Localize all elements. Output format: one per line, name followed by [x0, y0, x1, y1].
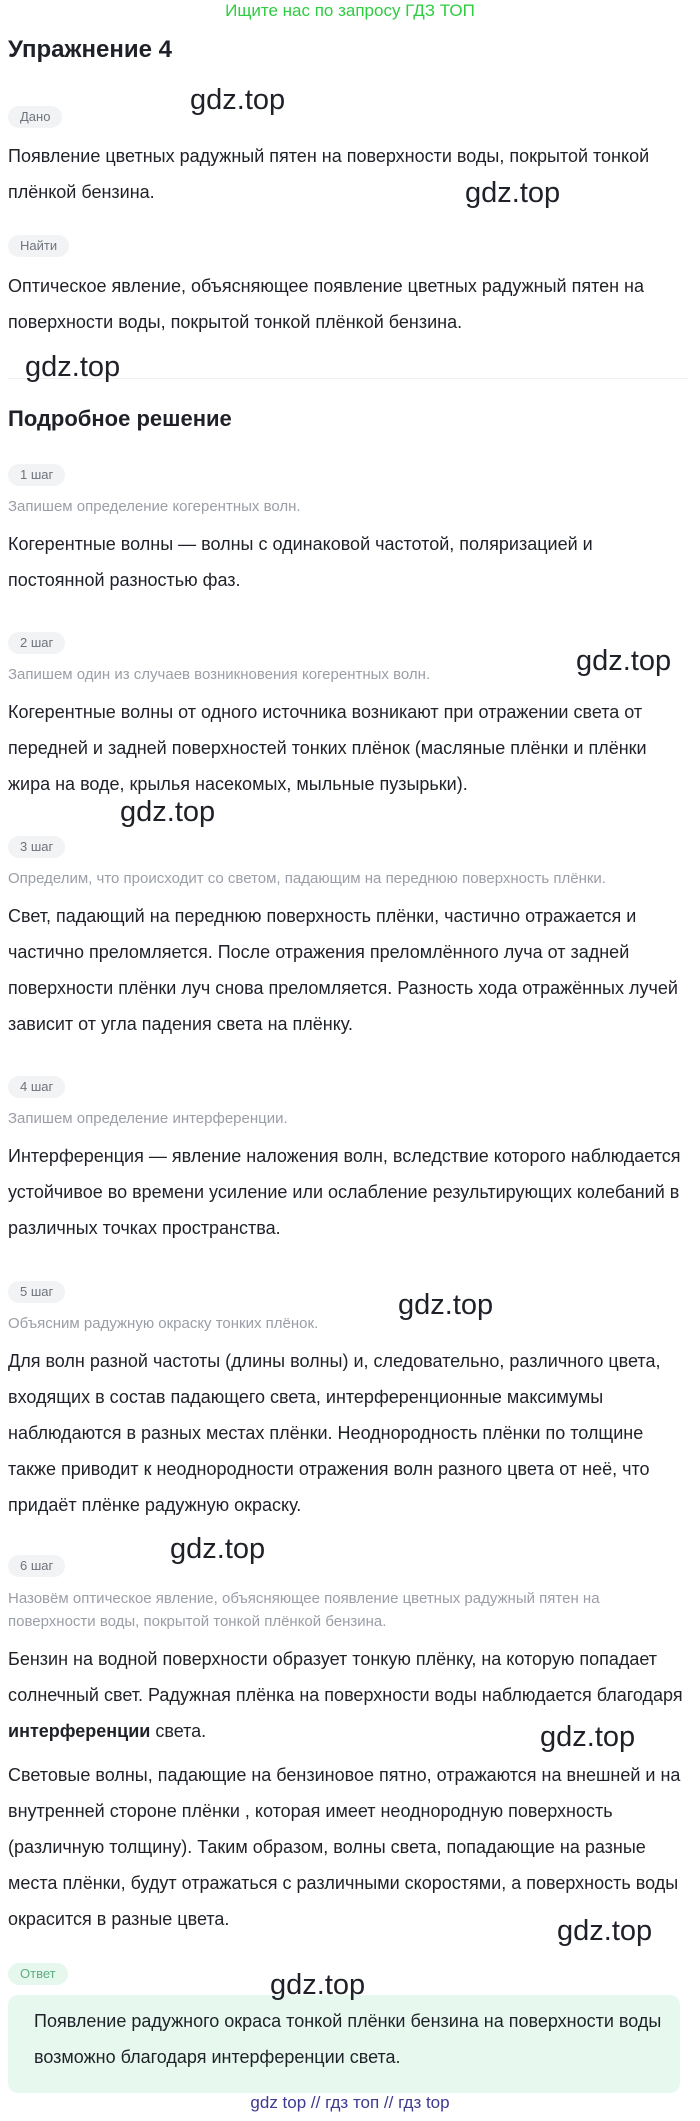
watermark: gdz.top: [465, 177, 561, 209]
solution-title: Подробное решение: [8, 406, 232, 431]
step-text-bold: интерференции: [8, 1721, 151, 1741]
find-badge: [8, 235, 69, 257]
step-text-part: света.: [150, 1721, 207, 1741]
step-1-badge: [8, 464, 65, 486]
footer: gdz top // гдз топ // гдз top: [250, 2093, 450, 2112]
step-note: Назовём оптическое явление, объясняющее появление цветных радужный пятен на поверхности воды, покрытой тонкой плёнкой бензина.: [8, 1590, 600, 1630]
step-note: Определим, что происходит со светом, падающим на переднюю поверхность плёнки.: [8, 870, 606, 887]
step-label: 4 шаг: [8, 1076, 65, 1098]
given-badge: [8, 106, 62, 128]
step-4-badge: [8, 1076, 65, 1098]
answer-badge: [8, 1963, 68, 1985]
step-5-badge: [8, 1281, 65, 1303]
step-label: 5 шаг: [8, 1281, 65, 1303]
step-3-badge: [8, 836, 65, 858]
step-note: Объясним радужную окраску тонких плёнок.: [8, 1315, 319, 1332]
step-label: 1 шаг: [8, 464, 65, 486]
step-text: Свет, падающий на переднюю поверхность плёнки, частично отражается и частично преломляется. После отражения преломлённого луча от задней поверхности плёнки луч снова преломляется. Разность хода отражённых лучей зависит от угла падения света на плёнку.: [8, 906, 678, 1034]
step-text: Когерентные волны от одного источника возникают при отражении света от передней и задней поверхностей тонких плёнок (масляные плёнки и плёнки жира на воде, крылья насекомых, мыльные пузырьки).: [8, 702, 647, 794]
step-6-badge: [8, 1555, 65, 1577]
find-label: Найти: [8, 235, 69, 257]
watermark: gdz.top: [190, 84, 286, 116]
watermark: gdz.top: [557, 1915, 653, 1947]
watermark: gdz.top: [270, 1969, 366, 2001]
find-text: Оптическое явление, объясняющее появление цветных радужный пятен на поверхности воды, покрытой тонкой плёнкой бензина.: [8, 276, 645, 332]
watermark: gdz.top: [540, 1721, 636, 1753]
page-title: Упражнение 4: [8, 36, 172, 63]
given-text: Появление цветных радужный пятен на поверхности воды, покрытой тонкой плёнкой бензина.: [8, 146, 650, 202]
watermark: gdz.top: [398, 1289, 494, 1321]
step-text-part: Бензин на водной поверхности образует тонкую плёнку, на которую попадает солнечный свет. Радужная плёнка на поверхности воды наблюдается благодаря: [8, 1649, 683, 1705]
step-label: 6 шаг: [8, 1555, 65, 1577]
given-label: Дано: [8, 106, 62, 128]
step-note: Запишем один из случаев возникновения когерентных волн.: [8, 666, 431, 683]
step-text: Когерентные волны — волны с одинаковой частотой, поляризацией и постоянной разностью фаз.: [8, 534, 593, 590]
step-text: Для волн разной частоты (длины волны) и, следовательно, различного цвета, входящих в состав падающего света, интерференционные максимумы наблюдаются в разных местах плёнки. Неоднородность плёнки по толщине также приводит к неоднородности отражения волн разного цвета от неё, что придаёт плёнке радужную окраску.: [8, 1351, 661, 1515]
watermark: gdz.top: [170, 1533, 266, 1565]
search-banner: Ищите нас по запросу ГДЗ ТОП: [225, 1, 475, 20]
step-label: 2 шаг: [8, 632, 65, 654]
step-text-2: Световые волны, падающие на бензиновое пятно, отражаются на внешней и на внутренней стороне плёнки , которая имеет неоднородную поверхность (различную толщину). Таким образом, волны света, попадающие на разные места плёнки, будут отражаться с различными скоростями, а поверхность воды окрасится в разные цвета.: [8, 1765, 681, 1929]
watermark: gdz.top: [576, 645, 672, 677]
step-note: Запишем определение когерентных волн.: [8, 498, 301, 515]
answer-text: Появление радужного окраса тонкой плёнки бензина на поверхности воды возможно благодаря интерференции света.: [34, 2011, 662, 2067]
step-note: Запишем определение интерференции.: [8, 1110, 288, 1127]
step-2-badge: [8, 632, 65, 654]
watermark: gdz.top: [25, 351, 121, 383]
step-text: Интерференция — явление наложения волн, вследствие которого наблюдается устойчивое во времени усиление или ослабление результирующих колебаний в различных точках пространства.: [8, 1146, 681, 1238]
watermark: gdz.top: [120, 796, 216, 828]
step-label: 3 шаг: [8, 836, 65, 858]
answer-label: Ответ: [8, 1963, 68, 1985]
